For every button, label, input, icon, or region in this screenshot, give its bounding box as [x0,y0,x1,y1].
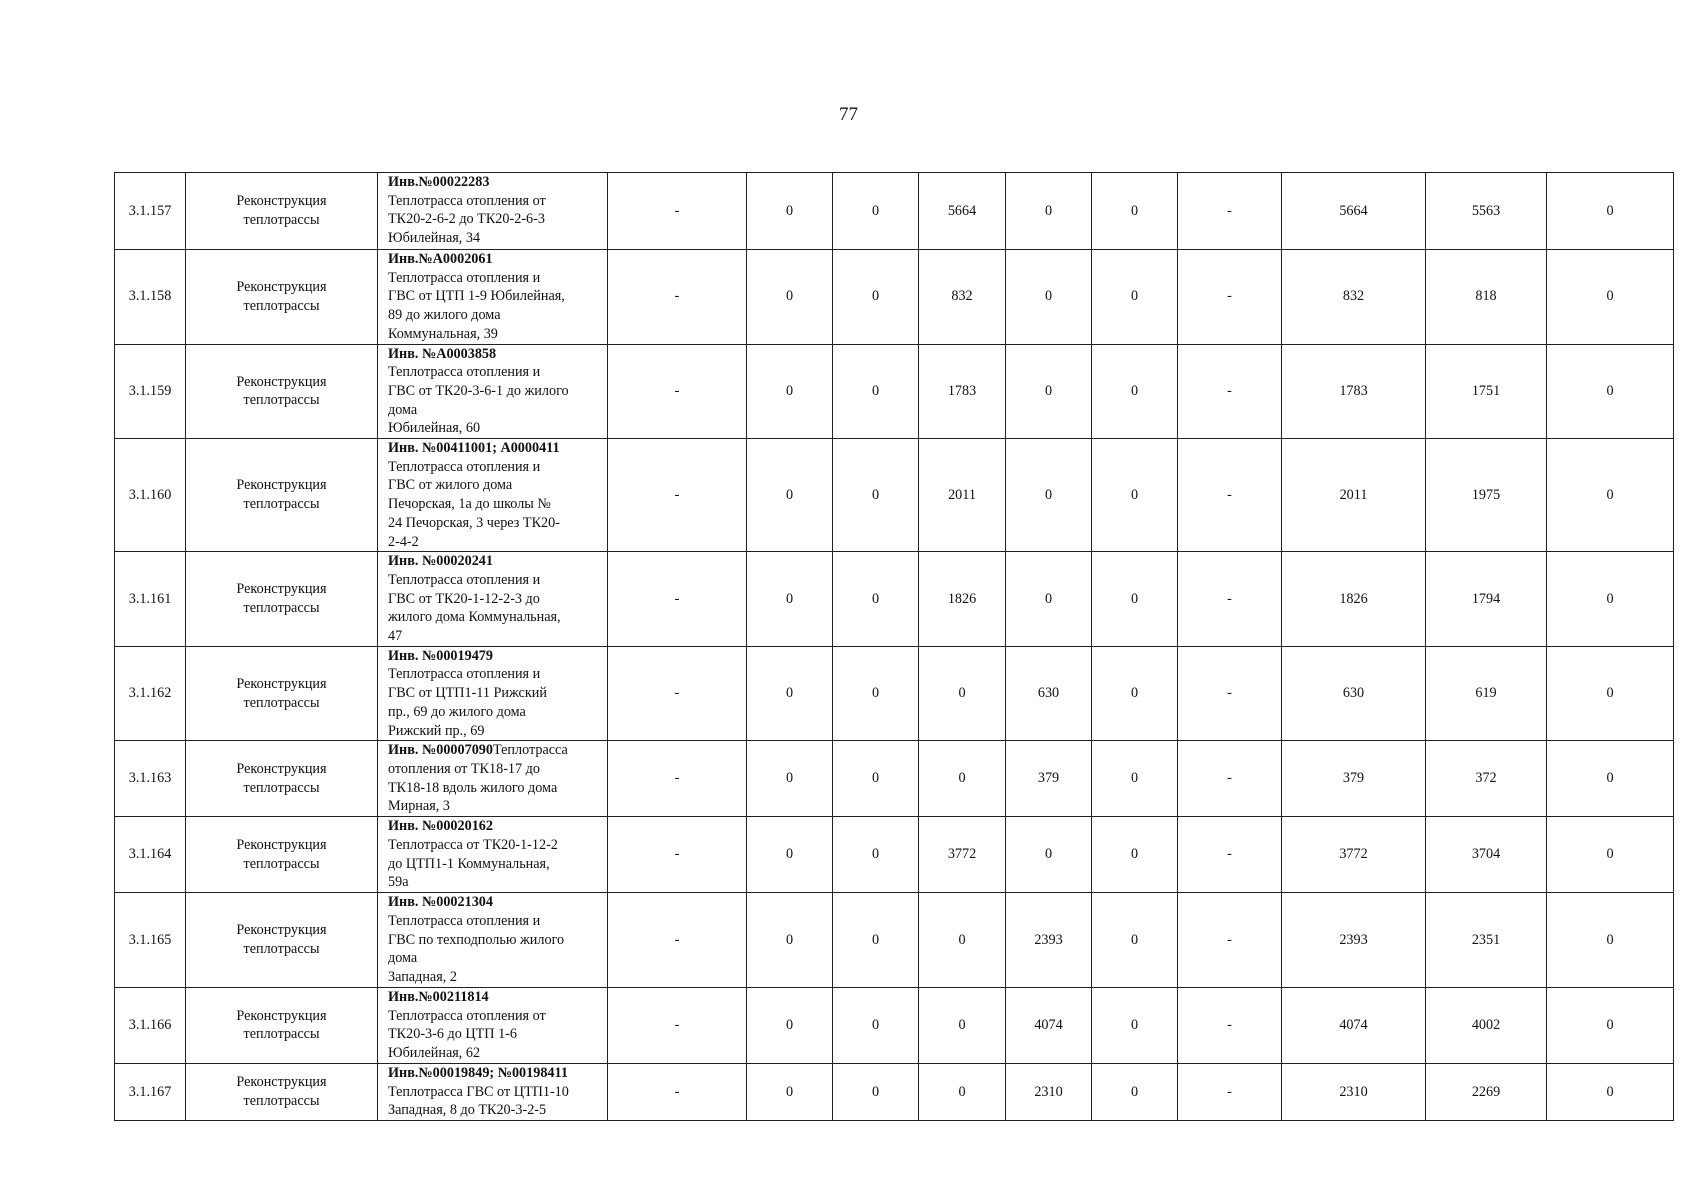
value-cell: - [608,741,747,817]
inventory-line [388,647,603,666]
value-cell: 0 [919,893,1006,988]
value-cell: 0 [1547,893,1674,988]
object-description-cell [378,741,608,817]
row-number-cell: 3.1.161 [115,552,186,647]
inventory-number: Инв. №00019479 [388,647,493,664]
work-type-cell [186,987,378,1063]
value-cell: - [1178,741,1282,817]
table-row [115,987,1674,1063]
value-cell: 0 [747,893,833,988]
description-line: Западная, 2 [388,969,457,986]
row-number-cell: 3.1.166 [115,987,186,1063]
value-cell: 0 [1092,1063,1178,1120]
description-line: Теплотрасса отопления и [388,571,541,588]
description-line: до ЦТП1-1 Коммунальная, [388,855,550,872]
value-cell: 379 [1006,741,1092,817]
work-type-cell [186,893,378,988]
value-cell: - [1178,552,1282,647]
inventory-line [388,345,603,364]
row-number-cell: 3.1.165 [115,893,186,988]
value-cell: 4074 [1006,987,1092,1063]
value-cell: 0 [747,552,833,647]
value-cell: 0 [1547,439,1674,552]
description-line: отопления от ТК18-17 до [388,760,540,777]
description-line: Теплотрасса отопления от [388,192,546,209]
row-number-cell: 3.1.158 [115,250,186,345]
inventory-line [388,173,603,192]
value-cell: 0 [1092,646,1178,741]
value-cell: 0 [833,439,919,552]
inventory-line [388,988,603,1007]
inventory-number: Инв. №00021304 [388,894,493,911]
value-cell: 832 [1282,250,1426,345]
object-description-cell [378,439,608,552]
table-row [115,250,1674,345]
value-cell: 5563 [1426,173,1547,250]
description-line: Теплотрасса отопления и [388,364,541,381]
value-cell: 4074 [1282,987,1426,1063]
table-row [115,439,1674,552]
value-cell: 0 [747,250,833,345]
description-line: Теплотрасса ГВС от ЦТП1-10 [388,1083,569,1100]
inventory-number: Инв.№00022283 [388,174,490,190]
value-cell: 1783 [1282,344,1426,439]
value-cell: 0 [833,741,919,817]
object-description-cell [378,646,608,741]
value-cell: 1783 [919,344,1006,439]
inventory-number: Инв. №00020162 [388,818,493,835]
table-row [115,817,1674,893]
value-cell: 5664 [1282,173,1426,250]
table-row [115,646,1674,741]
table-body [115,173,1674,1121]
row-number-cell: 3.1.164 [115,817,186,893]
description-line: Мирная, 3 [388,798,450,815]
value-cell: - [1178,987,1282,1063]
value-cell: 379 [1282,741,1426,817]
object-description-cell [378,173,608,250]
value-cell: 0 [747,173,833,250]
description-line: Западная, 8 до ТК20-3-2-5 [388,1102,547,1119]
work-type-line: теплотрассы [243,1026,320,1043]
value-cell: 0 [1092,817,1178,893]
work-type-cell [186,439,378,552]
inventory-line [388,552,603,571]
inventory-number: Инв.№А0002061 [388,251,493,267]
value-cell: - [608,893,747,988]
value-cell: 2011 [919,439,1006,552]
work-type-cell [186,250,378,345]
inventory-line [388,893,603,912]
work-type-line: Реконструкция [236,675,327,692]
value-cell: - [608,344,747,439]
value-cell: 0 [1547,173,1674,250]
inventory-line [388,250,603,269]
inventory-number: Инв. №00020241 [388,553,493,570]
row-number-cell: 3.1.159 [115,344,186,439]
description-line: Юбилейная, 34 [388,230,481,247]
value-cell: 2351 [1426,893,1547,988]
inventory-line [388,741,603,760]
work-type-line: Реконструкция [236,761,327,778]
value-cell: 0 [833,173,919,250]
object-description-cell [378,893,608,988]
value-cell: - [608,646,747,741]
description-line: ГВС по техподполью жилого [388,931,565,948]
value-cell: - [1178,646,1282,741]
object-description-cell [378,1063,608,1120]
inventory-number: Инв. №00007090 [388,742,493,759]
value-cell: 5664 [919,173,1006,250]
row-number-cell: 3.1.157 [115,173,186,250]
work-type-cell [186,344,378,439]
value-cell: 0 [1006,250,1092,345]
object-description-cell [378,250,608,345]
work-type-line: теплотрассы [243,1092,320,1109]
work-type-line: теплотрассы [243,855,320,872]
value-cell: 0 [1547,817,1674,893]
inventory-number: Инв.№00019849; №00198411 [388,1064,568,1081]
value-cell: 3772 [1282,817,1426,893]
value-cell: 0 [919,646,1006,741]
value-cell: 0 [1092,893,1178,988]
table-row [115,741,1674,817]
value-cell: 0 [833,250,919,345]
value-cell: 0 [919,1063,1006,1120]
work-type-line: Реконструкция [236,1074,327,1091]
table-row [115,173,1674,250]
work-type-cell [186,552,378,647]
value-cell: 0 [1006,439,1092,552]
value-cell: 0 [1547,344,1674,439]
value-cell: 818 [1426,250,1547,345]
value-cell: 2310 [1006,1063,1092,1120]
work-type-line: Реконструкция [236,922,327,939]
description-line: ГВС от ЦТП 1-9 Юбилейная, [388,288,565,305]
description-line: ГВС от ТК20-1-12-2-3 до [388,590,540,607]
description-line: 59а [388,874,409,891]
object-description-cell [378,344,608,439]
value-cell: 1826 [919,552,1006,647]
inventory-number: Инв. №00411001; А0000411 [388,440,560,457]
value-cell: 0 [833,1063,919,1120]
description-line: 24 Печорская, 3 через ТК20- [388,514,560,531]
value-cell: 4002 [1426,987,1547,1063]
value-cell: 3772 [919,817,1006,893]
value-cell: 0 [747,646,833,741]
work-type-cell [186,741,378,817]
description-line: Теплотрасса отопления и [388,458,541,475]
value-cell: 1826 [1282,552,1426,647]
value-cell: 0 [1092,439,1178,552]
work-type-cell [186,646,378,741]
value-cell: - [1178,344,1282,439]
work-type-line: теплотрассы [243,297,320,314]
inventory-number: Инв.№00211814 [388,988,489,1005]
description-line: ГВС от ТК20-3-6-1 до жилого [388,382,569,399]
work-type-line: Реконструкция [236,581,327,598]
value-cell: 0 [1006,173,1092,250]
description-line: Теплотрасса отопления и [388,666,541,683]
description-line: ГВС от жилого дома [388,477,513,494]
value-cell: 630 [1282,646,1426,741]
work-type-cell [186,1063,378,1120]
inventory-number: Инв. №А0003858 [388,345,497,362]
value-cell: 0 [747,439,833,552]
description-line: Теплотрасса отопления и [388,269,541,286]
work-type-line: теплотрассы [243,212,320,228]
description-line: жилого дома Коммунальная, [388,609,561,626]
value-cell: 0 [1092,741,1178,817]
value-cell: 0 [1547,250,1674,345]
value-cell: 0 [1092,552,1178,647]
value-cell: 1794 [1426,552,1547,647]
description-line: Теплотрасса отопления от [388,1007,546,1024]
work-type-line: теплотрассы [243,941,320,958]
work-type-line: теплотрассы [243,496,320,513]
description-line: Теплотрасса отопления и [388,912,541,929]
value-cell: 0 [1547,987,1674,1063]
value-cell: - [1178,817,1282,893]
table-row [115,893,1674,988]
value-cell: 1975 [1426,439,1547,552]
description-line: ТК20-3-6 до ЦТП 1-6 [388,1026,517,1043]
value-cell: 0 [747,817,833,893]
value-cell: 0 [1092,173,1178,250]
description-line: ТК20-2-6-2 до ТК20-2-6-3 [388,211,545,228]
value-cell: 0 [1092,250,1178,345]
value-cell: - [608,817,747,893]
value-cell: 0 [833,817,919,893]
row-number-cell: 3.1.163 [115,741,186,817]
work-type-line: Реконструкция [236,373,327,390]
work-type-line: Реконструкция [236,837,327,854]
page-number: 77 [839,104,858,125]
value-cell: 0 [919,987,1006,1063]
value-cell: 0 [919,741,1006,817]
description-line: дома [388,401,418,418]
work-type-cell [186,173,378,250]
value-cell: 0 [1092,987,1178,1063]
value-cell: 0 [747,1063,833,1120]
work-type-line: Реконструкция [236,1007,327,1024]
value-cell: - [608,987,747,1063]
description-line: Юбилейная, 60 [388,420,481,437]
value-cell: 0 [1006,817,1092,893]
value-cell: - [1178,250,1282,345]
description-line: дома [388,950,418,967]
work-type-line: теплотрассы [243,392,320,409]
value-cell: 0 [747,987,833,1063]
table-row [115,344,1674,439]
work-type-cell [186,817,378,893]
value-cell: - [1178,173,1282,250]
value-cell: 0 [1547,741,1674,817]
description-line: 47 [388,628,403,645]
value-cell: - [1178,893,1282,988]
value-cell: 0 [747,344,833,439]
value-cell: 0 [1547,1063,1674,1120]
value-cell: 0 [833,893,919,988]
object-description-cell [378,552,608,647]
description-line: пр., 69 до жилого дома [388,703,526,720]
object-description-cell [378,987,608,1063]
value-cell: - [608,250,747,345]
work-type-line: теплотрассы [243,600,320,616]
value-cell: 0 [1006,344,1092,439]
value-cell: - [1178,439,1282,552]
row-number-cell: 3.1.167 [115,1063,186,1120]
value-cell: 0 [833,552,919,647]
value-cell: - [1178,1063,1282,1120]
reconstruction-table [114,172,1674,1121]
description-line: Печорская, 1а до школы № [388,496,551,513]
value-cell: 0 [747,741,833,817]
value-cell: 2393 [1006,893,1092,988]
value-cell: 0 [833,987,919,1063]
description-line: ГВС от ЦТП1-11 Рижский [388,685,547,702]
description-line: Коммунальная, 39 [388,325,498,342]
description-line: Рижский пр., 69 [388,722,485,739]
value-cell: 0 [1092,344,1178,439]
row-number-cell: 3.1.160 [115,439,186,552]
value-cell: 2011 [1282,439,1426,552]
inventory-line [388,439,603,458]
inventory-line-rest: Теплотрасса [492,742,568,759]
value-cell: 1751 [1426,344,1547,439]
value-cell: 3704 [1426,817,1547,893]
work-type-line: Реконструкция [236,279,327,296]
value-cell: 2310 [1282,1063,1426,1120]
work-type-line: Реконструкция [236,477,327,494]
value-cell: 619 [1426,646,1547,741]
value-cell: 0 [833,344,919,439]
description-line: Теплотрасса от ТК20-1-12-2 [388,836,558,853]
value-cell: 0 [1547,646,1674,741]
inventory-line [388,817,603,836]
value-cell: 0 [1547,552,1674,647]
work-type-line: Реконструкция [236,193,327,210]
value-cell: 832 [919,250,1006,345]
value-cell: - [608,439,747,552]
inventory-line [388,1064,603,1083]
object-description-cell [378,817,608,893]
description-line: 2-4-2 [388,533,419,550]
table-row [115,1063,1674,1120]
value-cell: 2269 [1426,1063,1547,1120]
value-cell: 0 [833,646,919,741]
table-row [115,552,1674,647]
description-line: 89 до жилого дома [388,307,501,324]
work-type-line: теплотрассы [243,779,320,796]
work-type-line: теплотрассы [243,694,320,711]
value-cell: 2393 [1282,893,1426,988]
value-cell: 0 [1006,552,1092,647]
description-line: Юбилейная, 62 [388,1044,481,1061]
value-cell: - [608,173,747,250]
value-cell: 372 [1426,741,1547,817]
row-number-cell: 3.1.162 [115,646,186,741]
value-cell: 630 [1006,646,1092,741]
description-line: ТК18-18 вдоль жилого дома [388,779,558,796]
value-cell: - [608,1063,747,1120]
value-cell: - [608,552,747,647]
